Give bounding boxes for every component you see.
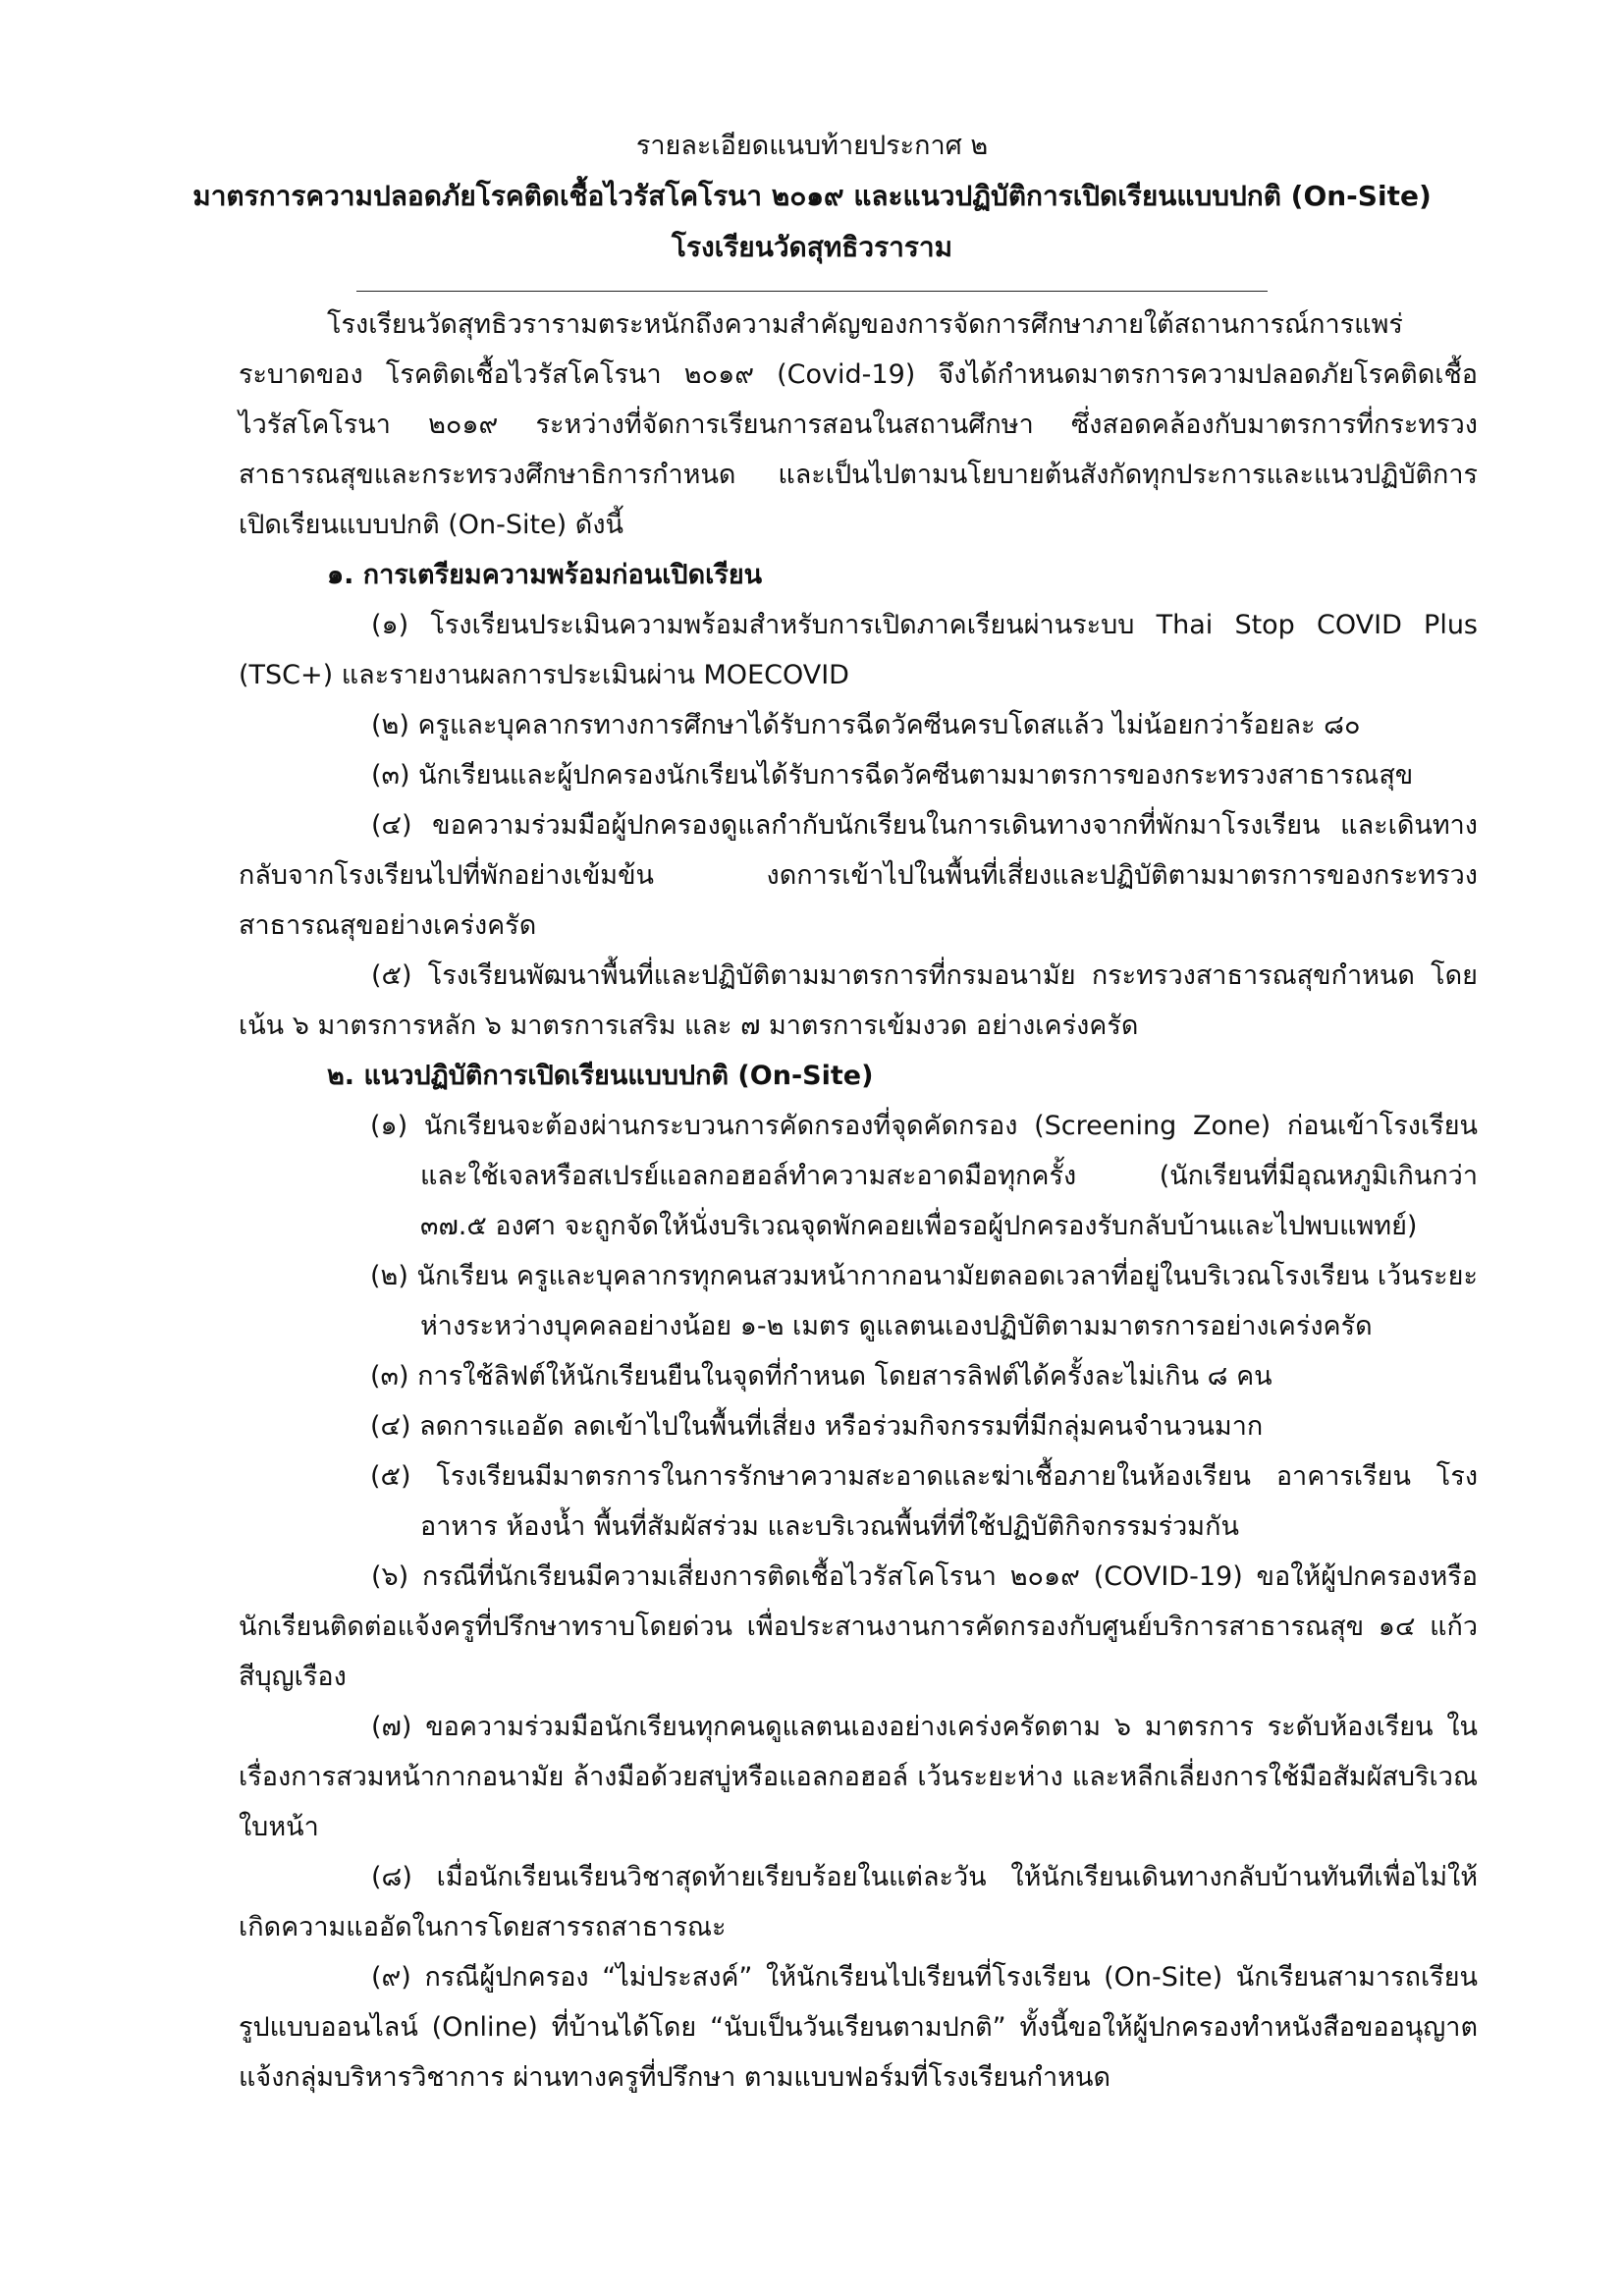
section-2-item: (๑) นักเรียนจะต้องผ่านกระบวนการคัดกรองที่จุดคัดกรอง (Screening Zone) ก่อนเข้าโรงเรียน และใช้เจลหรือสเปรย์แอลกอฮอล์ทำความสะอาดมือทุกครั้ง (นักเรียนที่มีอุณหภูมิเกินกว่า ๓๗.๕ องศา จะถูกจัดให้นั่งบริเวณจุดพักคอยเพื่อรอผู้ปกครองรับกลับบ้านและไปพบแพทย์) [370,1111,1478,1241]
section-1-item: (๑) โรงเรียนประเมินความพร้อมสำหรับการเปิดภาคเรียนผ่านระบบ Thai Stop COVID Plus (TSC+) และรายงานผลการประเมินผ่าน MOECOVID [239,610,1478,690]
section-1-item: (๓) นักเรียนและผู้ปกครองนักเรียนได้รับการฉีดวัคซีนตามมาตรการของกระทรวงสาธารณสุข [371,760,1414,791]
section-1-item: (๕) โรงเรียนพัฒนาพื้นที่และปฏิบัติตามมาตรการที่กรมอนามัย กระทรวงสาธารณสุขกำหนด โดยเน้น ๖ มาตรการหลัก ๖ มาตรการเสริม และ ๗ มาตรการเข้มงวด อย่างเคร่งครัด [239,960,1478,1041]
header-divider [356,291,1268,292]
document-body [239,300,1478,2103]
section-2-item: (๔) ลดการแออัด ลดเข้าไปในพื้นที่เสี่ยง หรือร่วมกิจกรรมที่มีกลุ่มคนจำนวนมาก [370,1411,1264,1442]
section-2-item: (๓) การใช้ลิฟต์ให้นักเรียนยืนในจุดที่กำหนด โดยสารลิฟต์ได้ครั้งละไม่เกิน ๘ คน [370,1361,1272,1392]
section-2-item: (๘) เมื่อนักเรียนเรียนวิชาสุดท้ายเรียบร้อยในแต่ละวัน ให้นักเรียนเดินทางกลับบ้านทันทีเพื่อไม่ให้เกิดความแออัดในการโดยสารรถสาธารณะ [239,1862,1478,1942]
section-2-item: (๖) กรณีที่นักเรียนมีความเสี่ยงการติดเชื้อไวรัสโคโรนา ๒๐๑๙ (COVID-19) ขอให้ผู้ปกครองหรือนักเรียนติดต่อแจ้งครูที่ปรึกษาทราบโดยด่วน เพื่อประสานงานการคัดกรองกับศูนย์บริการสาธารณสุข ๑๔ แก้ว สีบุญเรือง [239,1561,1478,1692]
section-2-item: (๒) นักเรียน ครูและบุคลากรทุกคนสวมหน้ากากอนามัยตลอดเวลาที่อยู่ในบริเวณโรงเรียน เว้นระยะห่างระหว่างบุคคลอย่างน้อย ๑-๒ เมตร ดูแลตนเองปฏิบัติตามมาตรการอย่างเคร่งครัด [370,1261,1478,1341]
header-subtitle: รายละเอียดแนบท้ายประกาศ ๒ [635,131,989,161]
section-2-heading: ๒. แนวปฏิบัติการเปิดเรียนแบบปกติ (On-Site) [327,1061,874,1091]
section-2-item: (๕) โรงเรียนมีมาตรการในการรักษาความสะอาดและฆ่าเชื้อภายในห้องเรียน อาคารเรียน โรงอาหาร ห้องน้ำ พื้นที่สัมผัสร่วม และบริเวณพื้นที่ที่ใช้ปฏิบัติกิจกรรมร่วมกัน [370,1461,1478,1542]
section-1-heading: ๑. การเตรียมความพร้อมก่อนเปิดเรียน [327,560,763,590]
section-1-item: (๒) ครูและบุคลากรทางการศึกษาได้รับการฉีดวัคซีนครบโดสแล้ว ไม่น้อยกว่าร้อยละ ๘๐ [371,710,1361,740]
header-title: มาตรการความปลอดภัยโรคติดเชื้อไวรัสโคโรนา ๒๐๑๙ และแนวปฏิบัติการเปิดเรียนแบบปกติ (On-Site) [192,180,1432,212]
document-header [0,122,1624,292]
section-2-item: (๗) ขอความร่วมมือนักเรียนทุกคนดูแลตนเองอย่างเคร่งครัดตาม ๖ มาตรการ ระดับห้องเรียน ในเรื่องการสวมหน้ากากอนามัย ล้างมือด้วยสบู่หรือแอลกอฮอล์ เว้นระยะห่าง และหลีกเลี่ยงการใช้มือสัมผัสบริเวณใบหน้า [239,1712,1478,1842]
section-2-item: (๙) กรณีผู้ปกครอง “ไม่ประสงค์” ให้นักเรียนไปเรียนที่โรงเรียน (On-Site) นักเรียนสามารถเรียนรูปแบบออนไลน์ (Online) ที่บ้านได้โดย “นับเป็นวันเรียนตามปกติ” ทั้งนี้ขอให้ผู้ปกครองทำหนังสือขออนุญาตแจ้งกลุ่มบริหารวิชาการ ผ่านทางครูที่ปรึกษา ตามแบบฟอร์มที่โรงเรียนกำหนด [239,1962,1478,2093]
header-school-name: โรงเรียนวัดสุทธิวราราม [671,231,953,263]
section-1-item: (๔) ขอความร่วมมือผู้ปกครองดูแลกำกับนักเรียนในการเดินทางจากที่พักมาโรงเรียน และเดินทางกลับจากโรงเรียนไปที่พักอย่างเข้มข้น งดการเข้าไปในพื้นที่เสี่ยงและปฏิบัติตามมาตรการของกระทรวงสาธารณสุขอย่างเคร่งครัด [239,810,1478,941]
intro-paragraph: โรงเรียนวัดสุทธิวรารามตระหนักถึงความสำคัญของการจัดการศึกษาภายใต้สถานการณ์การแพร่ระบาดของ โรคติดเชื้อไวรัสโคโรนา ๒๐๑๙ (Covid-19) จึงได้กำหนดมาตรการความปลอดภัยโรคติดเชื้อไวรัสโคโรนา ๒๐๑๙ ระหว่างที่จัดการเรียนการสอนในสถานศึกษา ซึ่งสอดคล้องกับมาตรการที่กระทรวงสาธารณสุขและกระทรวงศึกษาธิการกำหนด และเป็นไปตามนโยบายต้นสังกัดทุกประการและแนวปฏิบัติการเปิดเรียนแบบปกติ (On-Site) ดังนี้ [239,309,1478,540]
